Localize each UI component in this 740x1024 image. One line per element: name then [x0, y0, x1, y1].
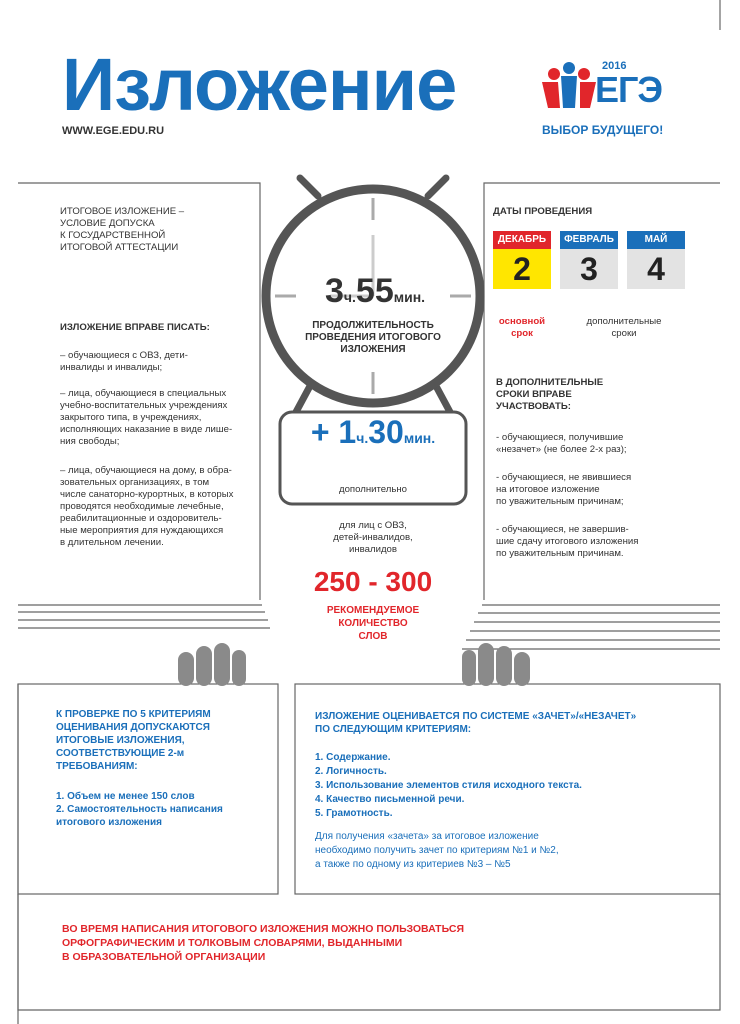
text-line: реабилитационные и оздоровитель-: [60, 513, 222, 524]
duration-label: [283, 320, 463, 356]
text-line: ОРФОГРАФИЧЕСКИМ И ТОЛКОВЫМ СЛОВАРЯМИ, ВЫДАННЫМИ: [62, 937, 403, 949]
left-paragraph-1: [60, 350, 255, 374]
extra-hours-unit: ч.: [356, 430, 369, 446]
text-line: на итоговое изложение: [496, 484, 600, 495]
text-line: по уважительным причинам.: [496, 548, 624, 559]
grading-heading: [315, 710, 715, 736]
dates-title: ДАТЫ ПРОВЕДЕНИЯ: [493, 206, 593, 217]
extra-minutes-unit: мин.: [403, 430, 436, 446]
right-paragraph-1: [496, 432, 706, 456]
text-line: дополнительные: [586, 316, 662, 327]
text-line: по уважительным причинам;: [496, 496, 624, 507]
word-count-label: [282, 604, 464, 643]
text-line: «незачет» (не более 2-х раз);: [496, 444, 627, 455]
duration-minutes-unit: мин.: [393, 289, 426, 305]
extra-minutes: 30: [368, 414, 404, 450]
text-line: - обучающиеся, не явившиеся: [496, 472, 632, 483]
text-line: ПРОВЕДЕНИЯ ИТОГОВОГО: [305, 332, 441, 343]
text-line: проводятся необходимые лечебные,: [60, 501, 224, 512]
extra-terms-label: [566, 316, 682, 340]
date-day: 3: [560, 249, 618, 289]
text-line: Для получения «зачета» за итоговое изложение: [315, 831, 539, 842]
text-line: ОЦЕНИВАНИЯ ДОПУСКАЮТСЯ: [56, 722, 210, 733]
ege-logo-text: ЕГЭ: [595, 69, 663, 110]
text-line: - обучающиеся, получившие: [496, 432, 624, 443]
left-paragraph-2: [60, 388, 255, 448]
list-item: 2. Самостоятельность написания: [56, 804, 223, 815]
text-line: ИЗЛОЖЕНИЕ ОЦЕНИВАЕТСЯ ПО СИСТЕМЕ «ЗАЧЕТ»/«НЕЗАЧЕТ»: [315, 711, 637, 722]
extra-time-value: [282, 414, 464, 451]
text-line: числе санаторно-курортных, в которых: [60, 489, 234, 500]
grading-note: [315, 830, 715, 872]
duration-hours: 3: [324, 272, 344, 310]
criteria-admission-list: [56, 790, 266, 829]
duration-value: [300, 272, 450, 311]
text-line: РЕКОМЕНДУЕМОЕ: [326, 605, 420, 616]
list-item: 1. Содержание.: [315, 752, 391, 763]
text-line: К ПРОВЕРКЕ ПО 5 КРИТЕРИЯМ: [56, 709, 211, 720]
list-item: 1. Объем не менее 150 слов: [56, 791, 195, 802]
text-line: ПРОДОЛЖИТЕЛЬНОСТЬ: [312, 320, 434, 331]
text-line: исполняющих наказание в виде лише-: [60, 424, 233, 435]
left-intro-line: ИТОГОВОЙ АТТЕСТАЦИИ: [60, 242, 179, 253]
logo-year: 2016: [602, 60, 627, 72]
text-line: СООТВЕТСТВУЮЩИЕ 2-м: [56, 748, 185, 759]
extra-time-label: дополнительно: [338, 484, 408, 495]
left-intro: [60, 206, 250, 254]
extra-hours: + 1: [310, 414, 357, 450]
text-line: – лица, обучающиеся в специальных: [60, 388, 227, 399]
extra-time-note: [282, 520, 464, 556]
text-line: ИЗЛОЖЕНИЯ: [340, 344, 406, 355]
text-line: УЧАСТВОВАТЬ:: [496, 401, 571, 412]
text-line: ПО СЛЕДУЮЩИМ КРИТЕРИЯМ:: [315, 724, 472, 735]
page-title: Изложение: [62, 43, 457, 126]
text-line: ТРЕБОВАНИЯМ:: [56, 761, 138, 772]
text-line: СРОКИ ВПРАВЕ: [496, 389, 572, 400]
text-line: В ДОПОЛНИТЕЛЬНЫЕ: [496, 377, 604, 388]
text-line: КОЛИЧЕСТВО: [338, 618, 408, 629]
left-intro-line: ИТОГОВОЕ ИЗЛОЖЕНИЕ –: [60, 206, 185, 217]
text-line: зовательных организациях, в том: [60, 477, 210, 488]
text-line: сроки: [611, 328, 637, 339]
text-line: шие сдачу итогового изложения: [496, 536, 639, 547]
list-item: итогового изложения: [56, 817, 162, 828]
duration-minutes: 55: [355, 272, 394, 310]
grading-criteria-list: [315, 751, 715, 821]
date-day: 2: [493, 249, 551, 289]
date-card-may: [627, 231, 685, 289]
date-card-february: [560, 231, 618, 289]
left-heading: ИЗЛОЖЕНИЕ ВПРАВЕ ПИСАТЬ:: [60, 322, 210, 333]
text-line: закрытого типа, в учреждениях,: [60, 412, 202, 423]
list-item: 2. Логичность.: [315, 766, 387, 777]
text-line: необходимо получить зачет по критериям №1 и №2,: [315, 845, 559, 856]
duration-hours-unit: ч.: [343, 289, 356, 305]
text-line: детей-инвалидов,: [333, 532, 413, 543]
left-paragraph-3: [60, 465, 255, 549]
text-line: - обучающиеся, не завершив-: [496, 524, 629, 535]
footer-note: [62, 922, 682, 964]
word-count-range: 250 - 300: [313, 566, 433, 597]
date-day: 4: [627, 249, 685, 289]
text-line: В ОБРАЗОВАТЕЛЬНОЙ ОРГАНИЗАЦИИ: [62, 951, 266, 963]
text-line: основной: [498, 316, 546, 327]
text-line: учебно-воспитательных учреждениях: [60, 400, 228, 411]
text-line: ния свободы;: [60, 436, 120, 447]
text-line: СЛОВ: [358, 631, 388, 642]
text-line: – обучающиеся с ОВЗ, дети-: [60, 350, 188, 361]
text-line: – лица, обучающиеся на дому, в обра-: [60, 465, 232, 476]
left-intro-line: К ГОСУДАРСТВЕННОЙ: [60, 230, 166, 241]
main-term-label: [490, 316, 554, 340]
date-card-december: [493, 231, 551, 289]
criteria-admission-heading: [56, 708, 266, 773]
right-heading: [496, 377, 696, 413]
site-url[interactable]: WWW.EGE.EDU.RU: [62, 125, 165, 137]
text-line: а также по одному из критериев №3 – №5: [315, 859, 511, 870]
logo-slogan: ВЫБОР БУДУЩЕГО!: [542, 123, 664, 137]
left-intro-line: УСЛОВИЕ ДОПУСКА: [60, 218, 155, 229]
text-line: для лиц с ОВЗ,: [339, 520, 407, 531]
list-item: 4. Качество письменной речи.: [315, 794, 465, 805]
date-month: ДЕКАБРЬ: [493, 231, 551, 249]
date-month: МАЙ: [627, 231, 685, 249]
text-line: в длительном лечении.: [60, 537, 164, 548]
text-line: ные мероприятия для нуждающихся: [60, 525, 224, 536]
text-line: ВО ВРЕМЯ НАПИСАНИЯ ИТОГОВОГО ИЗЛОЖЕНИЯ МОЖНО ПОЛЬЗОВАТЬСЯ: [62, 923, 464, 935]
text-line: инвалидов: [349, 544, 397, 555]
text-line: ИТОГОВЫЕ ИЗЛОЖЕНИЯ,: [56, 735, 185, 746]
right-paragraph-2: [496, 472, 706, 508]
text-line: срок: [511, 328, 533, 339]
right-paragraph-3: [496, 524, 706, 560]
list-item: 3. Использование элементов стиля исходного текста.: [315, 780, 582, 791]
list-item: 5. Грамотность.: [315, 808, 393, 819]
text-line: инвалиды и инвалиды;: [60, 362, 163, 373]
date-month: ФЕВРАЛЬ: [560, 231, 618, 249]
